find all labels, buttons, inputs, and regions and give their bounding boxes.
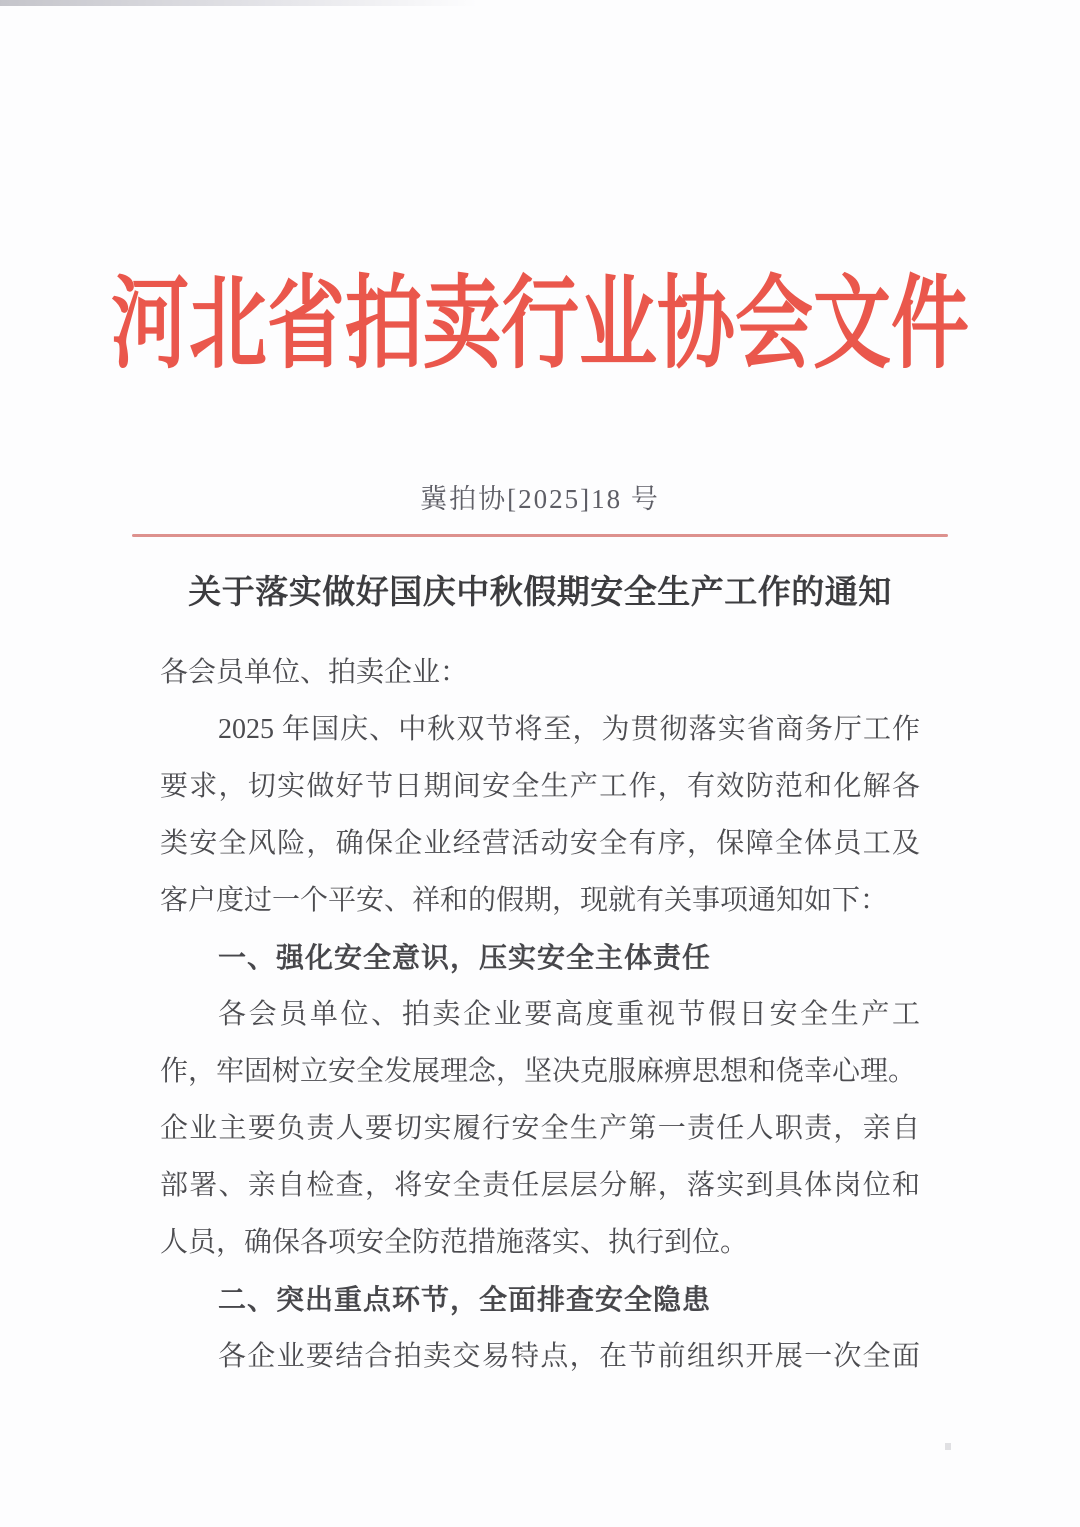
body-heading-line: 二、突出重点环节，全面排查安全隐患 [218,1284,712,1315]
body-text-line: 各会员单位、拍卖企业： [160,657,469,688]
body-text-line: 人员，确保各项安全防范措施落实、执行到位。 [160,1227,749,1258]
body-text-line: 作，牢固树立安全发展理念，坚决克服麻痹思想和侥幸心理。 [160,1056,917,1087]
body-text-line: 客户度过一个平安、祥和的假期，现就有关事项通知如下： [160,885,889,916]
document-number: 冀拍协[2025]18 号 [420,484,660,514]
body-text-line: 部署、亲自检查，将安全责任层层分解，落实到具体岗位和 [160,1170,920,1201]
body-text-line: 类安全风险，确保企业经营活动安全有序，保障全体员工及 [160,828,920,859]
body-text-line: 企业主要负责人要切实履行安全生产第一责任人职责，亲自 [160,1113,920,1144]
document-body [160,644,920,1385]
body-text-line: 要求，切实做好节日期间安全生产工作，有效防范和化解各 [160,771,920,802]
letterhead-title: 河北省拍卖行业协会文件 [110,267,969,381]
document-title: 关于落实做好国庆中秋假期安全生产工作的通知 [188,575,892,611]
scan-speck-artifact [945,1443,951,1450]
body-text-line: 各会员单位、拍卖企业要高度重视节假日安全生产工 [218,999,920,1030]
body-text-line: 2025 年国庆、中秋双节将至，为贯彻落实省商务厅工作 [218,714,920,745]
scan-edge-artifact [0,0,478,6]
red-divider-rule [132,534,948,537]
body-text-line: 各企业要结合拍卖交易特点，在节前组织开展一次全面 [218,1341,920,1372]
body-heading-line: 一、强化安全意识，压实安全主体责任 [218,942,712,973]
